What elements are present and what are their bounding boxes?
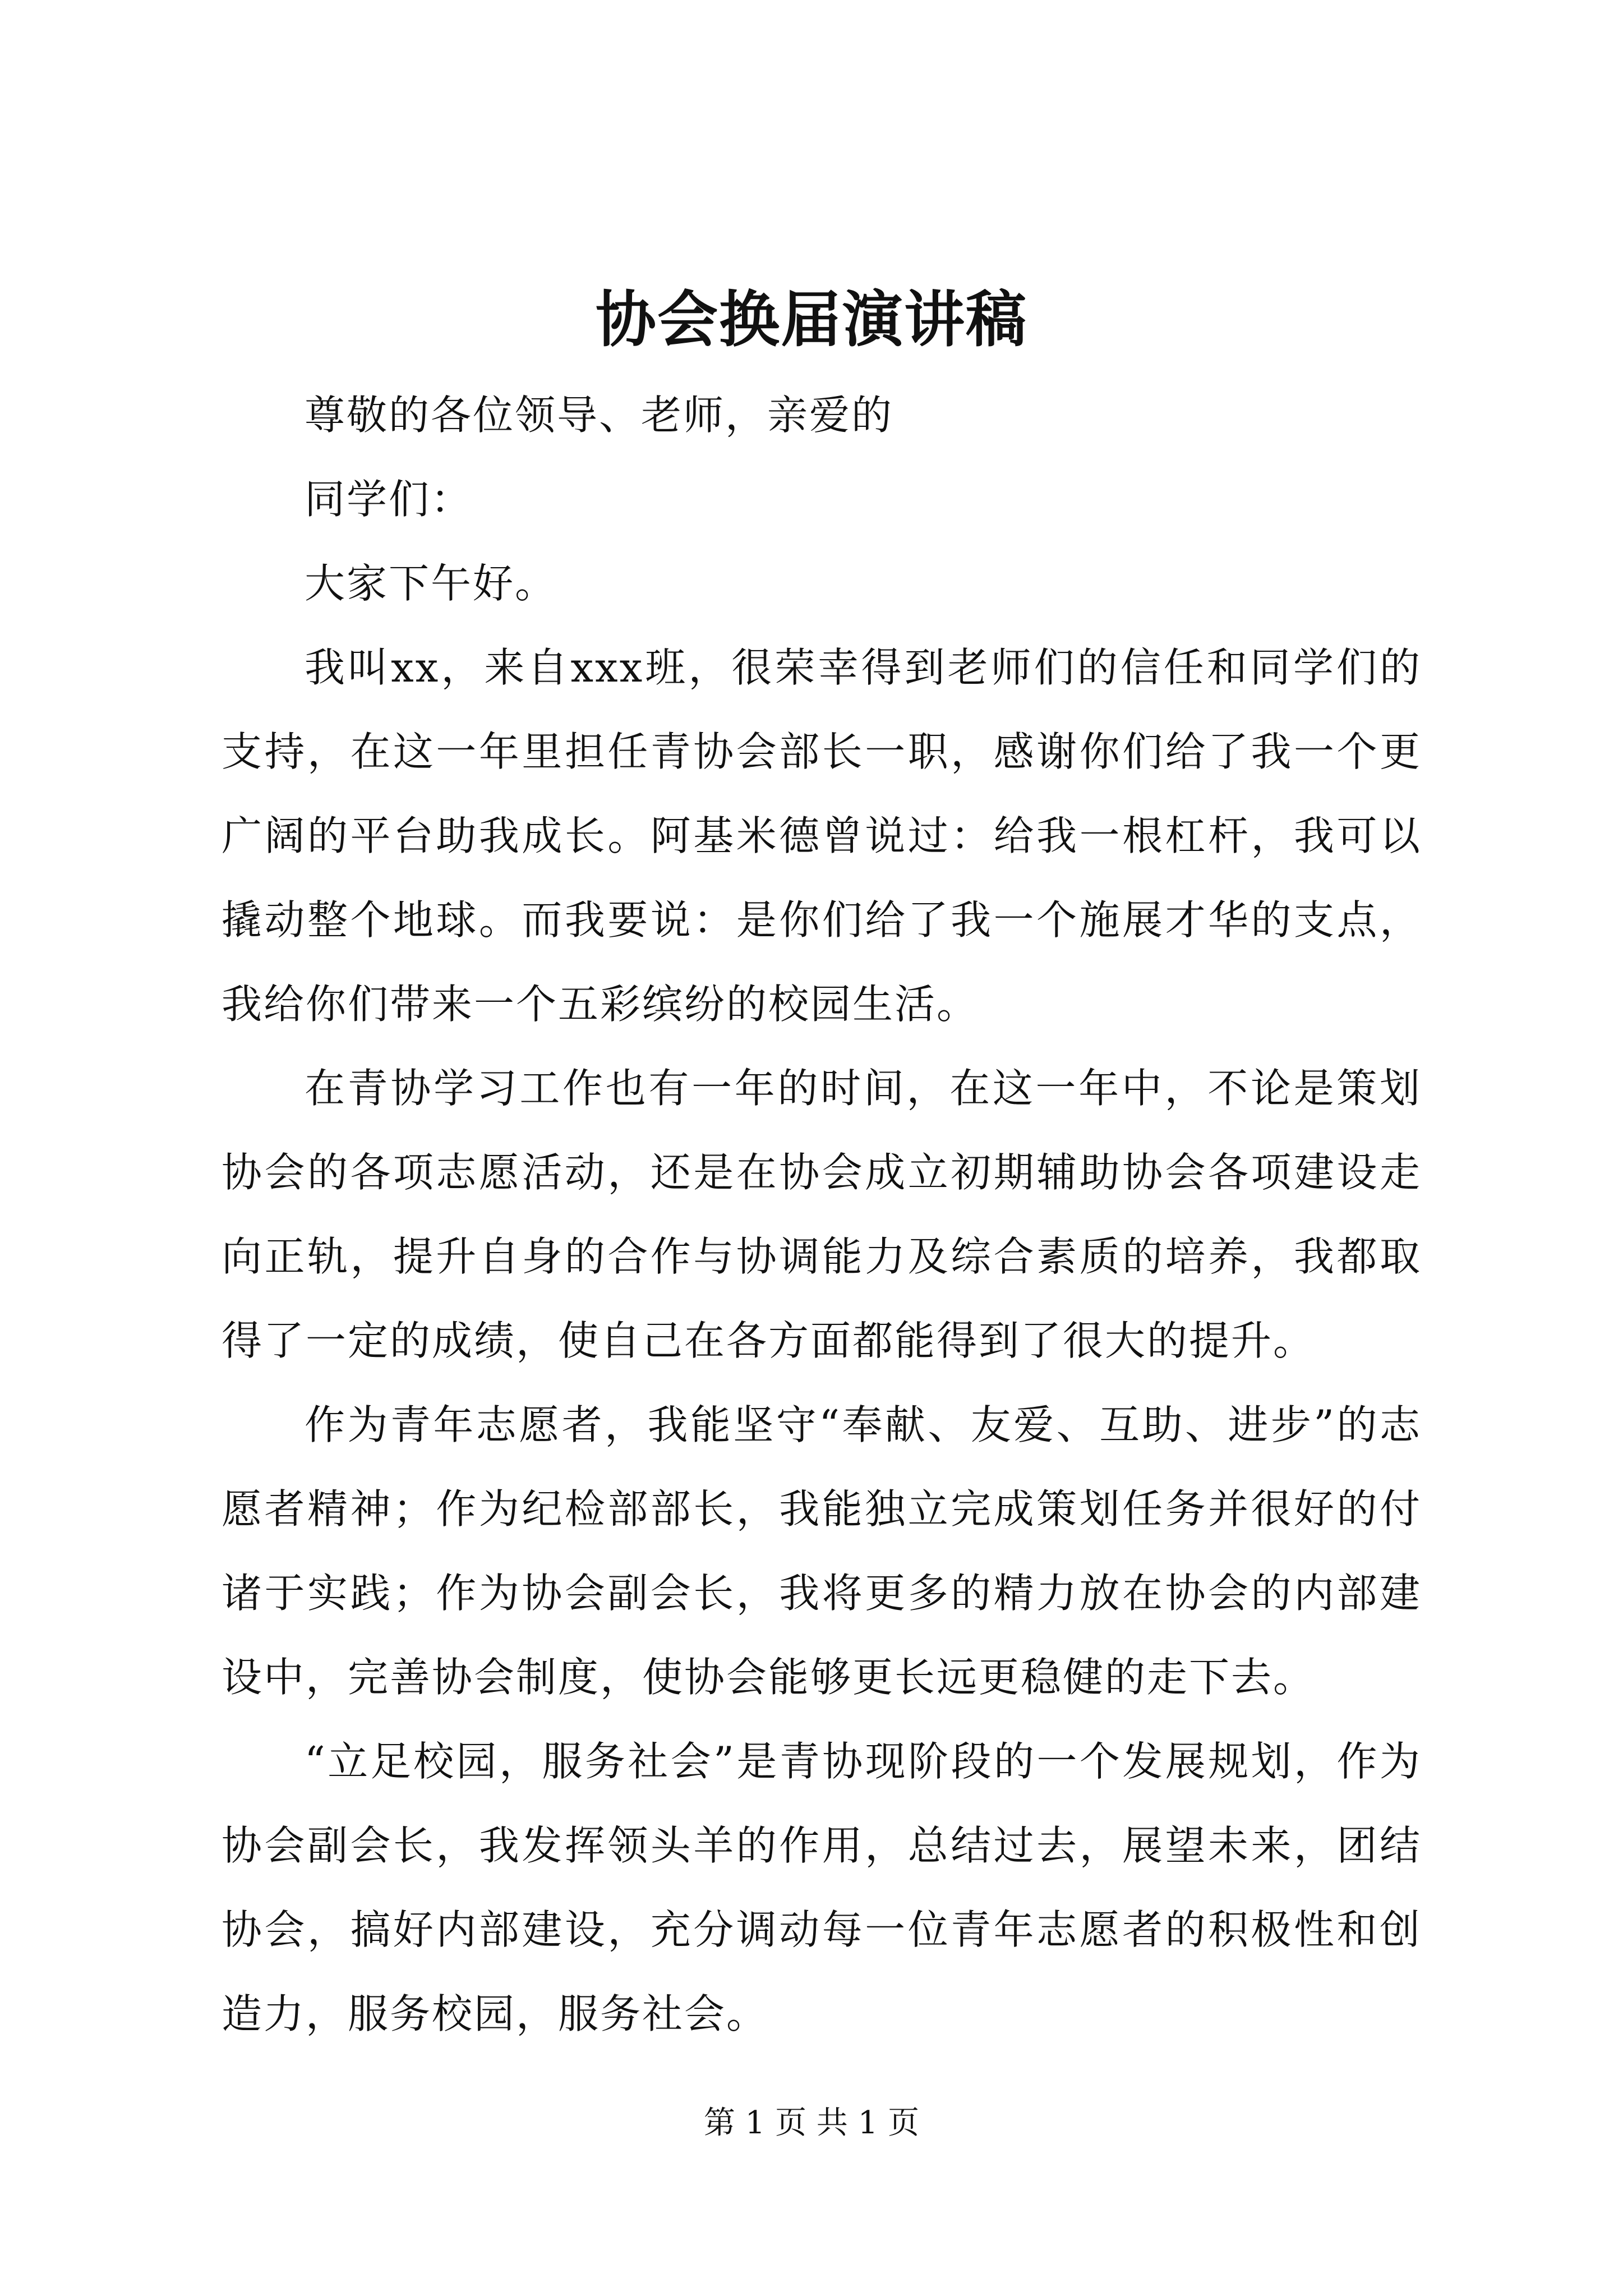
salutation-line-2: 同学们： xyxy=(305,476,473,523)
salutation-line-1: 尊敬的各位领导、老师，亲爱的 xyxy=(305,392,894,439)
paragraph-work-experience: 在青协学习工作也有一年的时间，在这一年中，不论是策划协会的各项志愿活动，还是在协会成立初期辅助协会各项建设走向正轨，提升自身的合作与协调能力及综合素质的培养，我都取得了一定的成绩，使自己在各方面都能得到了很大的提升。 xyxy=(222,1065,1422,1364)
document-title: 协会换届演讲稿 xyxy=(595,284,1027,355)
greeting: 大家下午好。 xyxy=(305,560,557,607)
paragraph-introduction: 我叫xx，来自xxx班，很荣幸得到老师们的信任和同学们的支持，在这一年里担任青协会部长一职，感谢你们给了我一个更广阔的平台助我成长。阿基米德曾说过：给我一根杠杆，我可以撬动整个地球。而我要说：是你们给了我一个施展才华的支点，我给你们带来一个五彩缤纷的校园生活。 xyxy=(222,644,1422,1028)
paragraph-roles: 作为青年志愿者，我能坚守“奉献、友爱、互助、进步”的志愿者精神；作为纪检部部长，我能独立完成策划任务并很好的付诸于实践；作为协会副会长，我将更多的精力放在协会的内部建设中，完善协会制度，使协会能够更长远更稳健的走下去。 xyxy=(222,1401,1422,1701)
page-footer: 第 1 页 共 1 页 xyxy=(703,2105,920,2141)
paragraph-plan: “立足校园，服务社会”是青协现阶段的一个发展规划，作为协会副会长，我发挥领头羊的作用，总结过去，展望未来，团结协会，搞好内部建设，充分调动每一位青年志愿者的积极性和创造力，服务校园，服务社会。 xyxy=(222,1738,1422,2037)
document-body xyxy=(222,373,1422,2056)
